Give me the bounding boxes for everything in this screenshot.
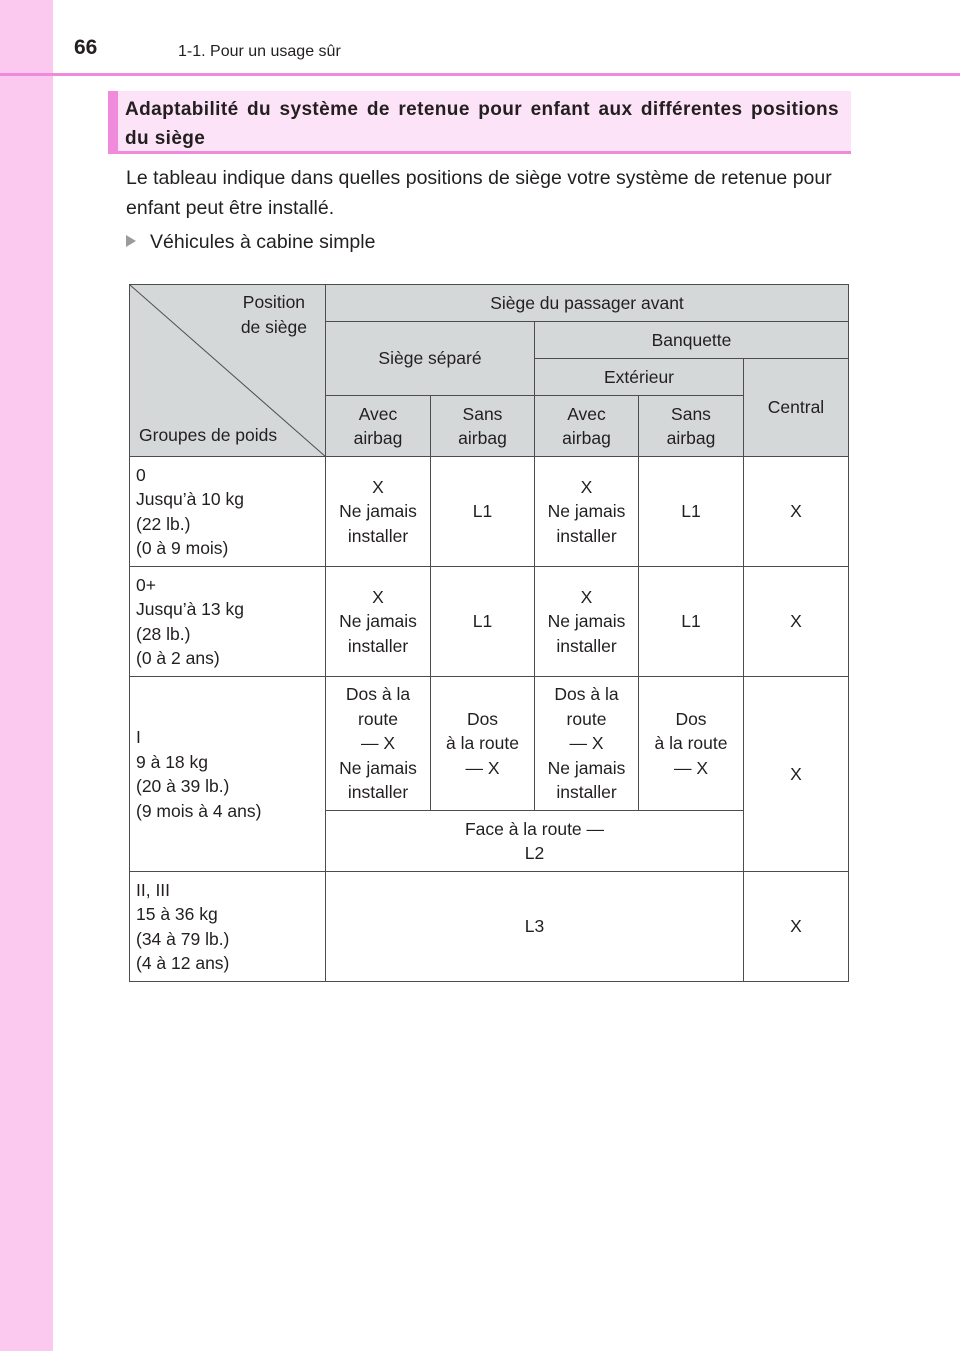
section-accent-bar bbox=[108, 91, 118, 151]
table-cell bbox=[326, 567, 431, 677]
table-cell: X bbox=[744, 567, 849, 677]
text-line: installer bbox=[347, 782, 409, 803]
table-cell bbox=[535, 567, 639, 677]
text-line: installer bbox=[347, 525, 409, 546]
text-line: route bbox=[358, 708, 398, 729]
front-passenger-header: Siège du passager avant bbox=[326, 285, 849, 322]
text-line: Ne jamais bbox=[547, 611, 626, 632]
page-number: 66 bbox=[74, 36, 98, 59]
text-line: X bbox=[372, 586, 384, 607]
text-line: X bbox=[580, 476, 593, 497]
weight-group-cell bbox=[130, 567, 326, 677]
seat-position-line: Position bbox=[242, 292, 306, 312]
table-cell bbox=[535, 457, 639, 567]
table-row bbox=[130, 872, 849, 982]
weight-group-cell bbox=[130, 872, 326, 982]
section-title: Adaptabilité du système de retenue pour enfant aux différentes positions du siège bbox=[125, 99, 839, 149]
text-line: Ne jamais bbox=[339, 501, 417, 522]
bullet-text: Véhicules à cabine simple bbox=[150, 231, 376, 253]
text-line: II, III bbox=[136, 879, 171, 900]
text-line: — X bbox=[360, 733, 396, 754]
text-line: 0 bbox=[136, 464, 146, 485]
table-cell: L1 bbox=[639, 457, 744, 567]
text-line: route bbox=[566, 708, 607, 729]
table-cell bbox=[639, 677, 744, 811]
seat-position-label bbox=[241, 290, 307, 339]
text-line: airbag bbox=[458, 428, 507, 448]
bullet-item bbox=[126, 228, 375, 256]
text-line: Ne jamais bbox=[547, 501, 626, 522]
text-line: — X bbox=[569, 733, 604, 754]
table-cell bbox=[431, 677, 535, 811]
text-line: Dos à la bbox=[554, 684, 619, 705]
text-line: 0+ bbox=[136, 574, 156, 595]
text-line: installer bbox=[556, 525, 617, 546]
text-line: Ne jamais bbox=[547, 757, 626, 778]
text-line: X bbox=[580, 586, 593, 607]
table-cell bbox=[535, 677, 639, 811]
text-line: installer bbox=[347, 635, 409, 656]
text-line: (22 lb.) bbox=[136, 513, 191, 534]
text-line: installer bbox=[556, 635, 617, 656]
without-airbag-header bbox=[639, 396, 744, 457]
weight-groups-label: Groupes de poids bbox=[139, 424, 278, 445]
section-heading-box bbox=[108, 91, 851, 154]
text-line: airbag bbox=[666, 428, 716, 448]
text-line: (28 lb.) bbox=[136, 623, 191, 644]
weight-group-cell bbox=[130, 677, 326, 872]
text-line: X bbox=[372, 476, 384, 497]
table-cell: L3 bbox=[326, 872, 744, 982]
text-line: Ne jamais bbox=[339, 611, 417, 632]
seat-position-line: de siège bbox=[240, 316, 307, 337]
text-line: Sans bbox=[462, 403, 503, 424]
text-line: — X bbox=[673, 757, 709, 778]
text-line: Face à la route — bbox=[464, 818, 605, 839]
text-line: (0 à 9 mois) bbox=[136, 538, 229, 558]
table-cell: L1 bbox=[639, 567, 744, 677]
outer-header: Extérieur bbox=[535, 359, 744, 396]
header-rule bbox=[0, 73, 960, 76]
text-line: installer bbox=[556, 782, 617, 803]
without-airbag-header bbox=[431, 396, 535, 457]
text-line: à la route bbox=[654, 733, 728, 754]
text-line: (20 à 39 lb.) bbox=[136, 776, 230, 796]
text-line: airbag bbox=[353, 428, 403, 448]
table-row bbox=[130, 457, 849, 567]
text-line: L2 bbox=[524, 843, 545, 863]
corner-cell bbox=[130, 285, 326, 457]
text-line: (4 à 12 ans) bbox=[136, 953, 230, 973]
with-airbag-header bbox=[326, 396, 431, 457]
forward-facing-cell bbox=[326, 811, 744, 872]
text-line: — X bbox=[465, 757, 500, 778]
table-row bbox=[130, 567, 849, 677]
text-line: Ne jamais bbox=[339, 757, 417, 778]
text-line: airbag bbox=[562, 428, 611, 448]
text-line: Dos à la bbox=[345, 684, 411, 705]
text-line: (34 à 79 lb.) bbox=[136, 928, 230, 949]
text-line: Avec bbox=[567, 403, 606, 424]
table-cell: L1 bbox=[431, 567, 535, 677]
triangle-bullet-icon bbox=[126, 235, 136, 247]
text-line: I bbox=[136, 727, 141, 747]
table-cell: X bbox=[744, 872, 849, 982]
intro-paragraph: Le tableau indique dans quelles positions de siège votre système de retenue pour enfant peut être installé. bbox=[126, 167, 832, 219]
text-line: Jusqu’à 10 kg bbox=[136, 489, 244, 509]
separate-seat-header: Siège séparé bbox=[326, 322, 535, 396]
text-line: à la route bbox=[446, 733, 519, 754]
text-line: 15 à 36 kg bbox=[136, 904, 218, 924]
central-header: Central bbox=[744, 359, 849, 457]
side-color-band bbox=[0, 0, 53, 1351]
text-line: Dos bbox=[466, 708, 499, 729]
table-row bbox=[130, 677, 849, 811]
table-cell: X bbox=[744, 677, 849, 872]
text-line: Jusqu’à 13 kg bbox=[136, 599, 244, 619]
text-line: Dos bbox=[675, 708, 707, 729]
text-line: Avec bbox=[358, 403, 398, 424]
table-cell bbox=[326, 457, 431, 567]
table-cell: X bbox=[744, 457, 849, 567]
text-line: Sans bbox=[671, 403, 711, 424]
text-line: 9 à 18 kg bbox=[136, 751, 208, 772]
weight-group-cell bbox=[130, 457, 326, 567]
bench-seat-header: Banquette bbox=[535, 322, 849, 359]
chapter-heading: 1-1. Pour un usage sûr bbox=[178, 43, 341, 60]
text-line: (9 mois à 4 ans) bbox=[136, 800, 262, 821]
table-cell bbox=[326, 677, 431, 811]
table-cell: L1 bbox=[431, 457, 535, 567]
text-line: (0 à 2 ans) bbox=[136, 648, 220, 668]
child-seat-table bbox=[129, 284, 849, 982]
with-airbag-header bbox=[535, 396, 639, 457]
